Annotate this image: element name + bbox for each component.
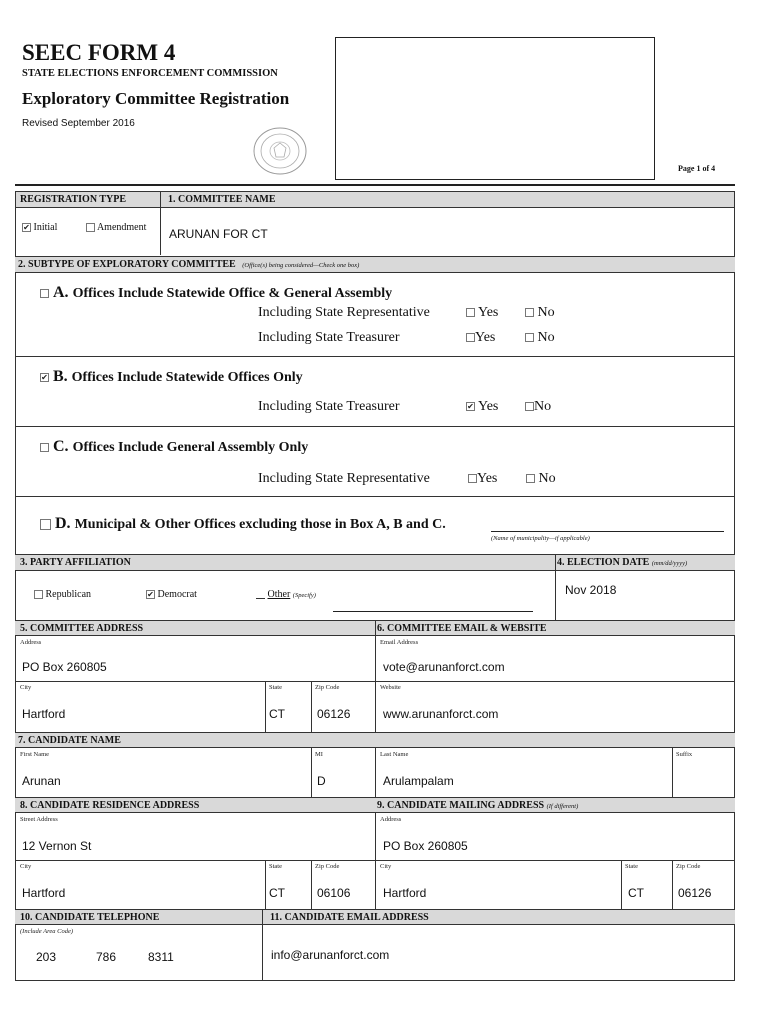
committee-zip-value[interactable]: 06126	[317, 707, 351, 721]
first-name-label: First Name	[20, 751, 50, 758]
mi-value[interactable]: D	[317, 774, 326, 788]
residence-zip-value[interactable]: 06106	[317, 886, 351, 900]
committee-email-value[interactable]: vote@arunanforct.com	[383, 660, 505, 674]
section-3-4-header: 3. PARTY AFFILIATION 4. ELECTION DATE (mm/dd/yyyy)	[15, 554, 735, 571]
option-a-rep-yes[interactable]: Yes	[466, 305, 498, 321]
document-title: Exploratory Committee Registration	[22, 89, 290, 108]
suffix-label: Suffix	[676, 751, 693, 758]
agency-name: STATE ELECTIONS ENFORCEMENT COMMISSION	[22, 68, 278, 79]
residence-state-value[interactable]: CT	[269, 886, 285, 900]
phone-area-code[interactable]: 203	[36, 950, 57, 964]
initial-option[interactable]: ✔ Initial	[23, 222, 58, 233]
amendment-option[interactable]: Amendment	[86, 222, 146, 233]
municipality-line[interactable]	[491, 531, 724, 532]
election-date-label: 4. ELECTION DATE	[557, 557, 650, 568]
phone-line[interactable]: 8311	[148, 950, 174, 964]
form-title: SEEC FORM 4	[22, 40, 176, 65]
mailing-address-field-label: Address	[380, 816, 402, 823]
option-c-rep-yes[interactable]: Yes	[468, 471, 497, 487]
option-c-checkbox[interactable]	[40, 443, 49, 452]
residence-city-value[interactable]: Hartford	[22, 886, 66, 900]
candidate-name-label: 7. CANDIDATE NAME	[18, 735, 121, 746]
section-10-11-header	[15, 909, 735, 925]
revised-date: Revised September 2016	[22, 118, 135, 129]
mailing-city-value[interactable]: Hartford	[383, 886, 427, 900]
option-a-checkbox[interactable]	[40, 289, 49, 298]
residence-street-value[interactable]: 12 Vernon St	[22, 839, 92, 853]
mailing-zip-label: Zip Code	[676, 863, 701, 870]
mi-label: MI	[315, 751, 323, 758]
committee-state-value[interactable]: CT	[269, 707, 285, 721]
email-address-label: Email Address	[380, 639, 419, 646]
option-c-rep-no[interactable]: No	[526, 471, 556, 487]
mailing-state-label: State	[625, 863, 638, 870]
committee-email-website-label: 6. COMMITTEE EMAIL & WEBSITE	[377, 623, 547, 634]
option-a-treasurer-label: Including State Treasurer	[258, 330, 400, 345]
residence-address-label: 8. CANDIDATE RESIDENCE ADDRESS	[20, 800, 200, 811]
option-d[interactable]: D. Municipal & Other Offices excluding those in Box A, B and C.	[40, 515, 446, 533]
option-a-treasurer-no[interactable]: No	[525, 330, 555, 346]
party-affiliation-label: 3. PARTY AFFILIATION	[20, 557, 131, 568]
option-c-rep-label: Including State Representative	[258, 471, 430, 486]
option-a-rep-label: Including State Representative	[258, 305, 430, 320]
election-date-value[interactable]: Nov 2018	[565, 583, 617, 597]
phone-prefix[interactable]: 786	[96, 950, 117, 964]
mailing-zip-value[interactable]: 06126	[678, 886, 712, 900]
section-8-9-header: 8. CANDIDATE RESIDENCE ADDRESS 9. CANDIDATE MAILING ADDRESS (If different)	[15, 797, 735, 813]
democrat-option[interactable]: ✔ Democrat	[147, 589, 197, 600]
option-a-treasurer-yes[interactable]: Yes	[466, 330, 495, 346]
mailing-address-label: 9. CANDIDATE MAILING ADDRESS	[377, 800, 545, 811]
website-label: Website	[380, 684, 401, 691]
option-b[interactable]: ✔ B. Offices Include Statewide Offices Only	[41, 368, 303, 385]
candidate-telephone-label: 10. CANDIDATE TELEPHONE	[20, 912, 160, 923]
city-label: City	[20, 684, 32, 691]
last-name-label: Last Name	[380, 751, 409, 758]
committee-address-value[interactable]: PO Box 260805	[22, 660, 107, 674]
committee-website-value[interactable]: www.arunanforct.com	[383, 707, 499, 721]
option-b-treasurer-no[interactable]: No	[525, 399, 551, 415]
candidate-email-label: 11. CANDIDATE EMAIL ADDRESS	[270, 912, 429, 923]
stamp-box	[335, 37, 655, 180]
section-1-header	[15, 191, 735, 208]
state-seal	[252, 126, 308, 176]
committee-address-label: 5. COMMITTEE ADDRESS	[20, 623, 144, 634]
municipality-note: (Name of municipality—if applicable)	[491, 535, 590, 542]
mailing-address-value[interactable]: PO Box 260805	[383, 839, 468, 853]
other-specify-line[interactable]	[333, 611, 533, 612]
option-b-checkbox[interactable]: ✔	[41, 372, 48, 382]
committee-name-value[interactable]: ARUNAN FOR CT	[169, 227, 268, 241]
page-number: Page 1 of 4	[678, 164, 716, 173]
option-b-treasurer-yes[interactable]: ✔ Yes	[467, 399, 499, 414]
area-code-note: (Include Area Code)	[20, 928, 74, 935]
option-d-checkbox[interactable]	[40, 519, 51, 530]
committee-city-value[interactable]: Hartford	[22, 707, 66, 721]
section-2-header: 2. SUBTYPE OF EXPLORATORY COMMITTEE (Office(s) being considered—Check one box)	[15, 256, 735, 273]
residence-state-label: State	[269, 863, 282, 870]
republican-option[interactable]: Republican	[34, 589, 91, 600]
registration-type-label: REGISTRATION TYPE	[20, 194, 127, 205]
option-a-rep-no[interactable]: No	[525, 305, 555, 321]
committee-name-label: 1. COMMITTEE NAME	[168, 194, 276, 205]
street-address-label: Street Address	[20, 816, 58, 823]
mailing-state-value[interactable]: CT	[628, 886, 644, 900]
option-a[interactable]: A. Offices Include Statewide Office & General Assembly	[40, 284, 392, 302]
amendment-checkbox[interactable]	[86, 223, 95, 232]
zip-label: Zip Code	[315, 684, 340, 691]
option-b-treasurer-label: Including State Treasurer	[258, 399, 400, 414]
residence-zip-label: Zip Code	[315, 863, 340, 870]
other-option[interactable]: Other (Specify)	[256, 589, 316, 600]
state-label: State	[269, 684, 282, 691]
last-name-value[interactable]: Arulampalam	[383, 774, 454, 788]
mailing-city-label: City	[380, 863, 392, 870]
address-label: Address	[20, 639, 42, 646]
residence-city-label: City	[20, 863, 32, 870]
candidate-email-value[interactable]: info@arunanforct.com	[271, 948, 390, 962]
first-name-value[interactable]: Arunan	[22, 774, 61, 788]
option-c[interactable]: C. Offices Include General Assembly Only	[40, 438, 308, 456]
initial-checkbox[interactable]: ✔	[23, 223, 30, 233]
section-7-header	[15, 732, 735, 748]
